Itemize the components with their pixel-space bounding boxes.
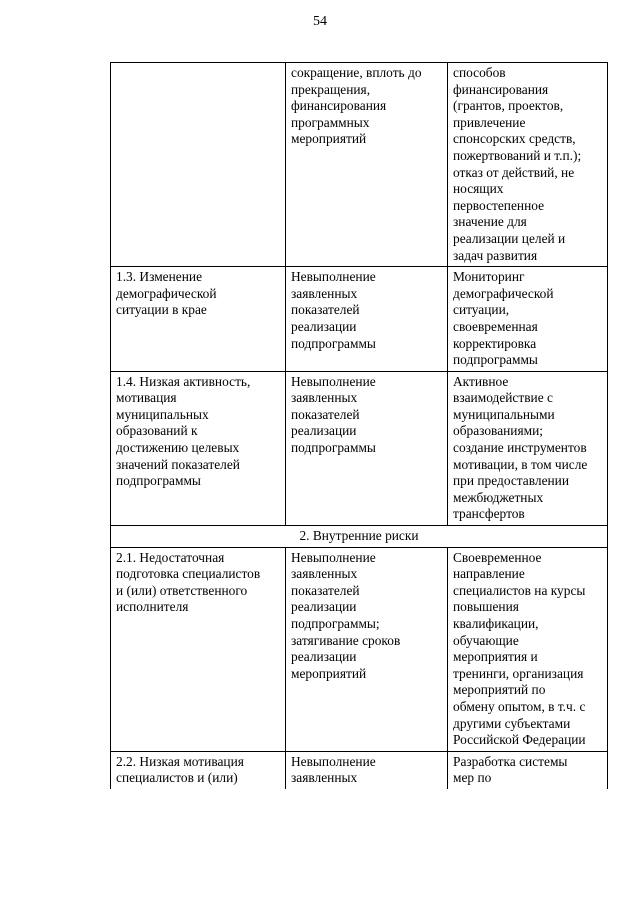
risk-text-line: значений показателей	[116, 456, 240, 472]
consequence-text-line: подпрограммы;	[291, 616, 380, 631]
measures-text-line: другими субъектами	[453, 715, 571, 731]
measures-text-line: спонсорских средств,	[453, 131, 576, 147]
measures-text-line: способов	[453, 65, 506, 80]
measures-text-line: отказ от действий, не	[453, 164, 575, 180]
consequence-text-line: Невыполнение	[291, 373, 376, 389]
consequence-cell	[286, 63, 448, 267]
measures-cell	[448, 547, 608, 751]
risk-text-line: муниципальных	[116, 406, 209, 422]
risk-text-line: 2.1. Недостаточная	[116, 549, 225, 565]
measures-text-line: муниципальными	[453, 406, 555, 422]
consequence-text-line: финансирования	[291, 98, 387, 114]
risk-text-line: подготовка специалистов	[116, 566, 261, 582]
risk-table	[110, 62, 608, 789]
measures-text-line: межбюджетных	[453, 489, 544, 505]
consequence-text-line: программных	[291, 114, 370, 130]
consequence-text-line: заявленных	[291, 770, 358, 786]
measures-text-line: квалификации,	[453, 616, 539, 631]
measures-text-line: пожертвований и т.п.);	[453, 147, 582, 163]
measures-text-line: носящих	[453, 181, 504, 197]
page-number: 54	[313, 14, 327, 29]
measures-text-line: мероприятия и	[453, 649, 538, 665]
consequence-text-line: заявленных	[291, 566, 358, 582]
measures-text-line: Российской Федерации	[453, 732, 586, 748]
risk-text-line: демографической	[116, 285, 217, 301]
measures-text-line: образованиями;	[453, 423, 543, 439]
measures-cell	[448, 63, 608, 267]
consequence-text-line: показателей	[291, 406, 360, 422]
consequence-cell	[286, 371, 448, 525]
consequence-text-line: заявленных	[291, 285, 358, 301]
consequence-text-line: реализации	[291, 318, 357, 334]
risk-text-line: исполнителя	[116, 599, 189, 615]
risk-table-body	[111, 63, 608, 789]
measures-text-line: взаимодействие с	[453, 390, 553, 406]
measures-text-line: трансфертов	[453, 506, 525, 522]
table-row	[111, 371, 608, 525]
consequence-text-line: прекращения,	[291, 81, 371, 97]
consequence-text-line: заявленных	[291, 390, 358, 406]
measures-text-line: создание инструментов	[453, 440, 587, 456]
risk-text-line: подпрограммы	[116, 473, 201, 489]
consequence-text-line: подпрограммы	[291, 335, 376, 351]
measures-text-line: мероприятий по	[453, 682, 546, 698]
table-row	[111, 751, 608, 789]
consequence-text-line: мероприятий	[291, 665, 367, 681]
measures-text-line: задач развития	[453, 247, 538, 263]
risk-text-line: 1.4. Низкая активность,	[116, 373, 251, 389]
risk-text-line: образований к	[116, 423, 198, 439]
measures-text-line: Своевременное	[453, 549, 542, 565]
measures-text-line: тренинги, организация	[453, 665, 584, 681]
risk-text-line: достижению целевых	[116, 440, 240, 456]
consequence-text-line: Невыполнение	[291, 549, 376, 565]
measures-text-line: направление	[453, 566, 525, 582]
risk-text-line: 2.2. Низкая мотивация	[116, 753, 244, 769]
consequence-text-line: реализации	[291, 423, 357, 439]
risk-text-line: и (или) ответственного	[116, 582, 248, 598]
table-row	[111, 63, 608, 267]
measures-text-line: Активное	[453, 373, 509, 389]
consequence-cell	[286, 267, 448, 372]
risk-text-line: ситуации в крае	[116, 302, 207, 318]
consequence-text-line: затягивание сроков	[291, 632, 401, 648]
measures-text-line: обучающие	[453, 632, 519, 648]
measures-text-line: значение для	[453, 214, 527, 230]
measures-text-line: ситуации,	[453, 302, 510, 318]
risk-cell	[111, 267, 286, 372]
consequence-cell	[286, 751, 448, 789]
measures-cell	[448, 371, 608, 525]
consequence-text-line: мероприятий	[291, 131, 367, 147]
measures-text-line: специалистов на курсы	[453, 582, 586, 598]
measures-text-line: подпрограммы	[453, 352, 538, 368]
consequence-text-line: сокращение, вплоть до	[291, 65, 422, 80]
measures-text-line: повышения	[453, 599, 519, 615]
section-row	[111, 526, 608, 548]
risk-text-line: специалистов и (или)	[116, 770, 238, 786]
measures-text-line: корректировка	[453, 335, 537, 351]
measures-text-line: демографической	[453, 285, 554, 301]
measures-text-line: первостепенное	[453, 197, 545, 213]
consequence-cell	[286, 547, 448, 751]
measures-text-line: (грантов, проектов,	[453, 98, 564, 114]
consequence-text-line: Невыполнение	[291, 269, 376, 285]
consequence-text-line: реализации	[291, 599, 357, 615]
measures-text-line: привлечение	[453, 114, 526, 130]
risk-text-line: мотивация	[116, 390, 177, 406]
measures-text-line: своевременная	[453, 318, 538, 334]
risk-cell	[111, 751, 286, 789]
consequence-text-line: Невыполнение	[291, 753, 376, 769]
measures-text-line: финансирования	[453, 81, 549, 97]
section-title: 2. Внутренние риски	[111, 526, 608, 548]
risk-cell	[111, 63, 286, 267]
table-row	[111, 547, 608, 751]
consequence-text-line: подпрограммы	[291, 440, 376, 456]
consequence-text-line: реализации	[291, 649, 357, 665]
measures-cell	[448, 751, 608, 789]
measures-text-line: при предоставлении	[453, 473, 570, 489]
risk-cell	[111, 547, 286, 751]
measures-text-line: реализации целей и	[453, 230, 566, 246]
measures-text-line: мотивации, в том числе	[453, 456, 588, 472]
risk-text-line: 1.3. Изменение	[116, 269, 203, 285]
table-row	[111, 267, 608, 372]
measures-text-line: обмену опытом, в т.ч. с	[453, 698, 586, 714]
measures-cell	[448, 267, 608, 372]
risk-cell	[111, 371, 286, 525]
consequence-text-line: показателей	[291, 582, 360, 598]
consequence-text-line: показателей	[291, 302, 360, 318]
measures-text-line: Разработка системы	[453, 753, 568, 769]
measures-text-line: мер по	[453, 770, 492, 786]
measures-text-line: Мониторинг	[453, 269, 525, 285]
